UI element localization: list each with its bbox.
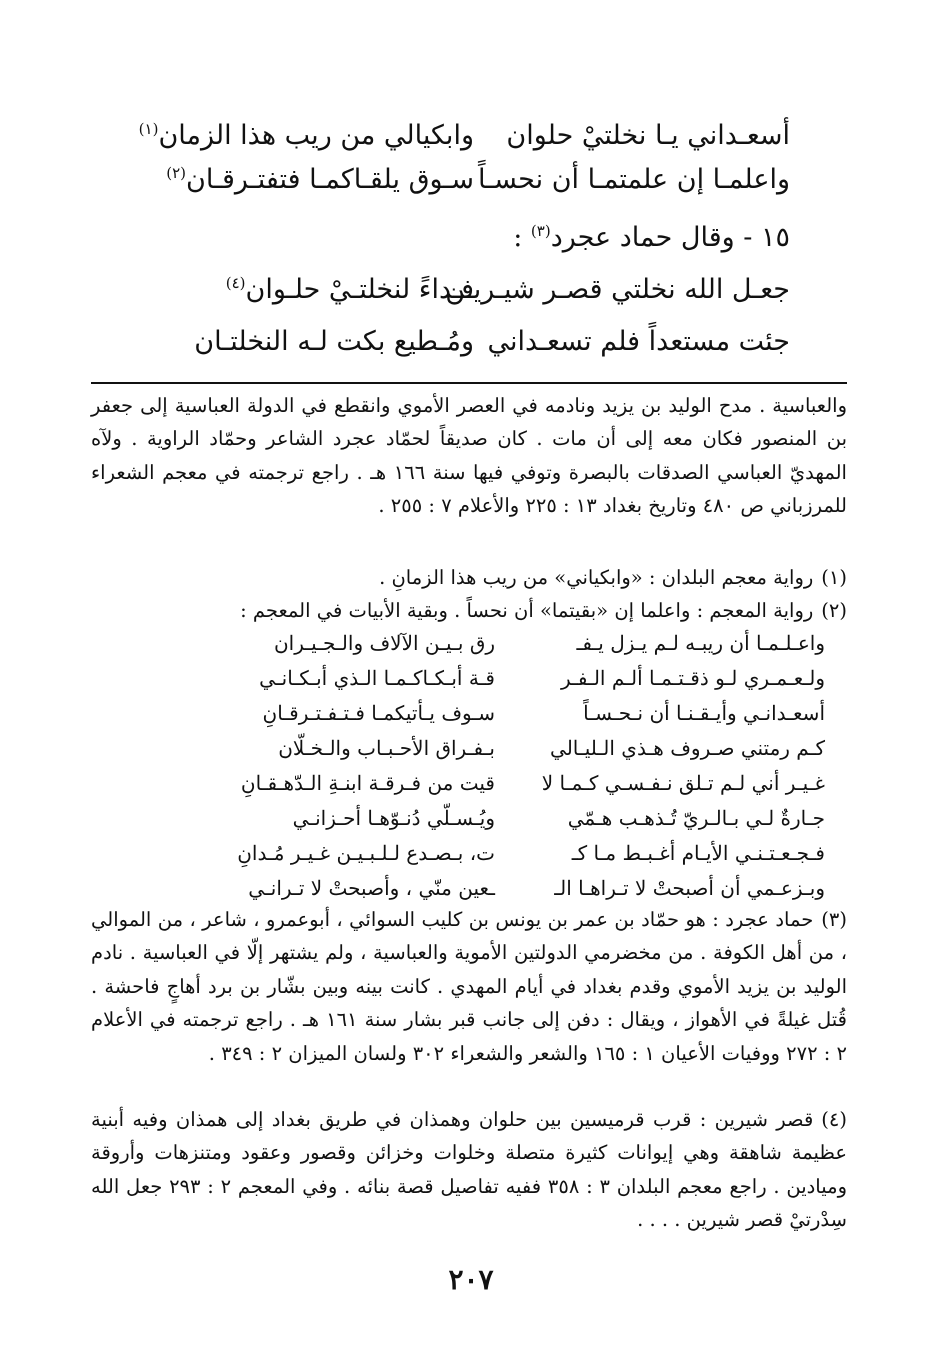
- footnote-verse: [110, 696, 825, 731]
- footnote-verse-first: كـم رمتني صـروف هـذي الـليـالي: [550, 736, 825, 760]
- footnote-separator: [91, 382, 847, 384]
- footnote-3: [91, 903, 847, 1070]
- footnote-verse-first: وبـزعـمي أن أصبحتْ لا تـراهـا الـ: [554, 876, 825, 900]
- verse-second-text: وابكيالي من ريب هذا الزمان: [158, 120, 474, 151]
- footnote-verse: [110, 836, 825, 871]
- footnote-verse: [110, 801, 825, 836]
- verse-first-hemistich: واعلمـا إن علمتمـا أن نحسـاً: [477, 164, 790, 195]
- footnote-verse: [110, 626, 825, 661]
- footnote-verse-second: ـعين منّي ، وأصبحتْ لا تـرانـي: [248, 876, 495, 900]
- verse-second-text: سـوق يلقـاكمـا فتفتـرقـان: [186, 164, 474, 195]
- footnote-text: حماد عجرد : هو حمّاد بن عمر بن يونس بن كليب السوائي ، أبوعمرو ، شاعر ، من الموالي ، من أهل الكوفة . من مخضرمي الدولتين الأموية والعباسية ، ولم يشتهر إلّا في العباسية . نادم الوليد بن يزيد الأموي وقدم بغداد في أيام المهدي . كانت بينه وبين بشّار بن برد أهاجٍ فاحشة . قُتل غيلةً في الأهواز ، ويقال : دفن إلى جانب قبر بشار سنة ١٦١ هـ . راجع ترجمته في الأعلام ٢ : ٢٧٢ ووفيات الأعيان ١ : ١٦٥ والشعر والشعراء ٣٠٢ ولسان الميزان ٢ : ٣٤٩ .: [91, 908, 848, 1065]
- verse-first-hemistich: جعـل الله نخلتي قصـر شيـريـن: [445, 274, 790, 305]
- verse-second-text: فـداءً لنخلتـيْ حلـوان: [245, 274, 474, 305]
- footnote-verse-second: ويُـسـلّي دُنـوّهـا أحـزانـي: [292, 806, 495, 830]
- footnote-verse-first: فـجـعـتـنـي الأيـام أغـبـط مـا كـ: [571, 841, 825, 865]
- footnote-ref: (٢): [166, 164, 187, 182]
- footnote-verse-first: أسعـدانـي وأيـقـنـا أن نـحـسـاً: [583, 701, 825, 725]
- footnote-verse-second: قـة أبـكـاكـمـا الـذي أبـكـانـي: [259, 666, 495, 690]
- footnote-verse-first: جـارةٌ لـي بـالـريّ تُـذهـب هـمّي: [567, 806, 825, 830]
- footnote-text: رواية معجم البلدان : «وابكياني» من ريب هذا الزمانِ .: [379, 566, 814, 589]
- footnote-verse: [110, 661, 825, 696]
- verse-second-hemistich: [166, 156, 474, 204]
- poem-verse: [150, 318, 790, 366]
- footnote-verse-second: بـفـراق الأحـبـاب والـخـلّان: [278, 736, 495, 760]
- footnote-verse-first: ولـعـمـري لـو ذقـتـمـا ألـم الـفـر: [560, 666, 825, 690]
- poem-verse: [150, 156, 790, 204]
- verse-second-hemistich: ومُـطيع بكت لـه النخلتـان: [194, 326, 474, 357]
- verse-second-hemistich: [139, 112, 474, 160]
- footnote-ref: (١): [138, 120, 159, 138]
- footnote-verse-second: سـوف يـأتيكمـا فـتـفـتـرقـانِ: [262, 701, 495, 725]
- footnote-verse: [110, 871, 825, 906]
- poem-verse: [150, 266, 790, 314]
- poem-number: ١٥ -: [743, 222, 790, 253]
- footnote-2: [91, 594, 847, 627]
- footnote-verse-second: ت، بـصـدع لـلـبـيـن غـيـر مُـدانِ: [237, 841, 495, 865]
- footnote-verse-first: واعـلـمـا أن ريبـه لـم يـزل يـفـ: [576, 631, 825, 655]
- footnote-text: رواية المعجم : واعلما إن «بقيتما» أن نحساً . وبقية الأبيات في المعجم :: [240, 599, 814, 622]
- page-number: ٢٠٧: [448, 1263, 494, 1296]
- verse-second-hemistich: [226, 266, 474, 314]
- footnote-4: [91, 1103, 847, 1237]
- footnote-number: (١): [821, 566, 847, 589]
- footnote-verse: [110, 766, 825, 801]
- footnote-verse-second: قيت من فـرقـة ابنـةِ الـدّهـقـانِ: [240, 771, 495, 795]
- footnote-number: (٢): [821, 599, 847, 622]
- footnote-ref: (٣): [530, 222, 551, 240]
- footnote-verse-second: رق بـيـن الآلاف والـجـيـران: [273, 631, 495, 655]
- footnote-text: قصر شيرين : قرب قرميسين بين حلوان وهمذان في طريق بغداد إلى همذان وفيه أبنية عظيمة شاهقة وهي إيوانات كثيرة متصلة وخلوات وخزائن وقصور وعقود ومتنزهات وأروقة وميادين . راجع معجم البلدان ٣ : ٣٥٨ ففيه تفاصيل قصة بنائه . وفي المعجم ٢ : ٢٩٣ جعل الله سِدْرتيْ قصر شيرين . . . .: [91, 1108, 847, 1232]
- verse-first-hemistich: جئت مستعداً فلم تسعـداني: [487, 326, 790, 357]
- poem-intro: [513, 215, 790, 261]
- footnote-verse: [110, 731, 825, 766]
- footnote-number: (٤): [821, 1108, 847, 1131]
- footnote-1: [91, 561, 847, 594]
- footnote-number: (٣): [821, 908, 847, 931]
- footnote-continued: والعباسية . مدح الوليد بن يزيد ونادمه في العصر الأموي وانقطع في الدولة العباسية إلى جعفر بن المنصور فكان معه إلى أن مات . كان صديقاً لحمّاد عجرد الشاعر وحمّاد الراوية . ولآه المهديّ العباسي الصدقات بالبصرة وتوفي فيها سنة ١٦٦ هـ . راجع ترجمته في معجم الشعراء للمرزباني ص ٤٨٠ وتاريخ بغداد ١٣ : ٢٢٥ والأعلام ٧ : ٢٥٥ .: [91, 394, 847, 518]
- footnote-ref: (٤): [225, 274, 246, 292]
- poem-intro-colon: :: [513, 222, 531, 253]
- footnote-verse-first: غـيـر أني لـم تـلق نـفـسـي كـمـا لا: [541, 771, 825, 795]
- poem-verse: [138, 112, 790, 160]
- poem-intro-text: وقال حماد عجرد: [550, 222, 735, 253]
- verse-first-hemistich: أسعـداني يـا نخلتيْ حلوان: [506, 120, 790, 151]
